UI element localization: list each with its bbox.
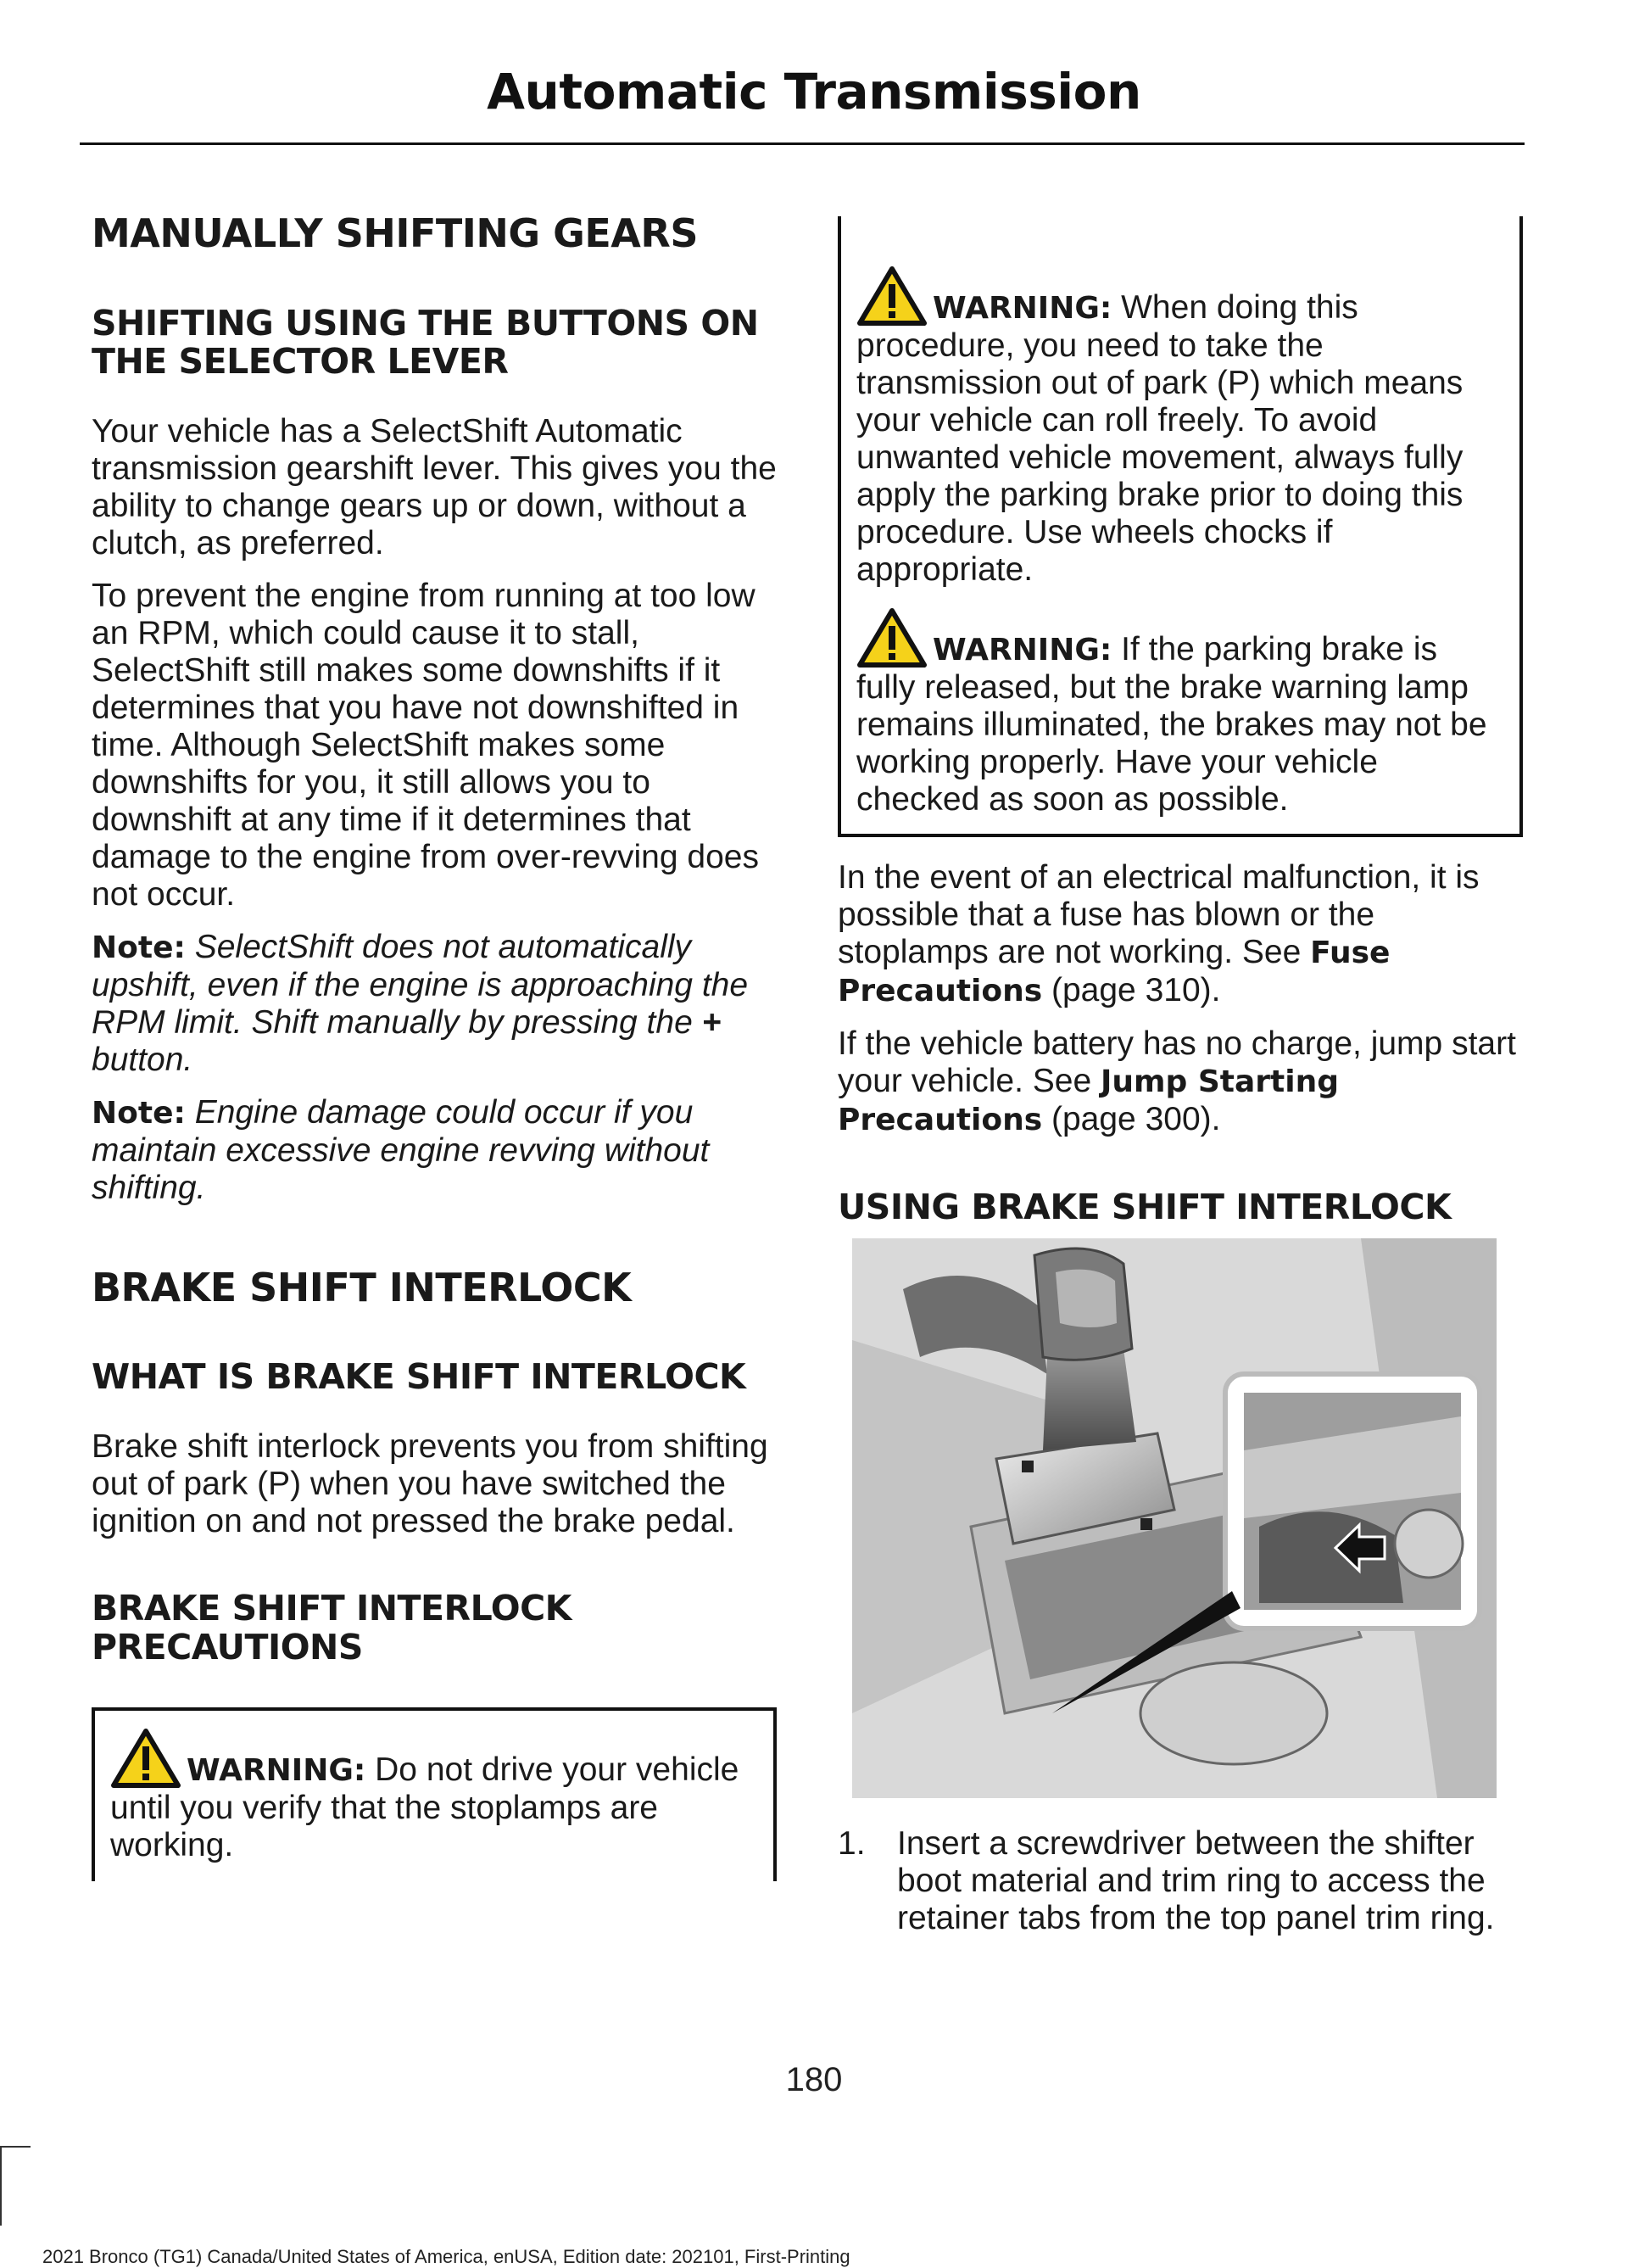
right-column	[838, 212, 1523, 1226]
edition-footer: 2021 Bronco (TG1) Canada/United States of America, enUSA, Edition date: 202101, First-Printing	[42, 2246, 850, 2267]
page-title: Automatic Transmission	[487, 63, 1141, 120]
warning-label: WARNING:	[187, 1752, 366, 1788]
title-divider	[80, 142, 1525, 145]
note-no-auto-upshift	[92, 929, 777, 1079]
page-number: 180	[785, 2061, 843, 2098]
shifter-drawing	[852, 1238, 1497, 1798]
warning-triangle-icon	[110, 1728, 181, 1789]
heading-shifting-buttons: SHIFTING USING THE BUTTONS ON THE SELECTOR LEVER	[92, 302, 759, 382]
plus-symbol: +	[701, 1003, 722, 1041]
step-number: 1.	[838, 1825, 866, 1862]
warning-label: WARNING:	[933, 633, 1112, 668]
link-jump-starting-precautions[interactable]: Jump Starting Precautions	[838, 1064, 1339, 1137]
heading-brake-shift-interlock: BRAKE SHIFT INTERLOCK	[92, 1264, 632, 1310]
heading-using-bsi: USING BRAKE SHIFT INTERLOCK	[838, 1187, 1452, 1227]
paragraph-battery-no-charge: If the vehicle battery has no charge, jump start your vehicle. See Jump Starting Precautions (page 300).	[838, 1025, 1516, 1137]
left-column	[92, 212, 777, 1881]
note-text: Engine damage could occur if you maintain excessive engine revving without shifting.	[92, 1093, 710, 1206]
link-fuse-precautions[interactable]: Fuse Precautions	[838, 936, 1391, 1008]
crop-mark	[0, 2146, 31, 2148]
note-text: SelectShift does not automatically upshift, even if the engine is approaching the RPM limit. Shift manually by pressing the + button.	[92, 928, 749, 1078]
note-engine-damage	[92, 1094, 777, 1207]
paragraph-bsi-description: Brake shift interlock prevents you from shifting out of park (P) when you have switched the ignition on and not pressed the brake pedal.	[92, 1428, 768, 1540]
warning-label: WARNING:	[933, 291, 1112, 326]
paragraph-selectshift-intro: Your vehicle has a SelectShift Automatic transmission gearshift lever. This gives you the ability to change gears up or down, without a clutch, as preferred.	[92, 412, 777, 561]
note-label: Note:	[92, 1095, 186, 1131]
warning-triangle-icon	[856, 607, 928, 668]
warning-text: Do not drive your vehicle until you verify that the stoplamps are working.	[110, 1751, 739, 1863]
crop-mark	[0, 2146, 2, 2226]
paragraph-selectshift-downshift: To prevent the engine from running at too low an RPM, which could cause it to stall, SelectShift still makes some downshifts if it determines that you have not downshifted in time. Although SelectShift makes some downshifts for you, it still allows you to downshift at any time if it determines that damage to the engine from over-revving does not occur.	[92, 577, 759, 913]
step-list	[838, 1825, 1523, 1937]
paragraph-electrical-malfunction: In the event of an electrical malfunction, it is possible that a fuse has blown or the stoplamps are not working. See Fuse Precautions (page 310).	[838, 859, 1480, 1008]
warning-text: When doing this procedure, you need to take the transmission out of park (P) which means your vehicle can roll freely. To avoid unwanted vehicle movement, always fully apply the parking brake prior to doing this procedure. Use wheels chocks if appropriate.	[856, 289, 1464, 588]
warning-triangle-icon	[856, 265, 928, 327]
warning-text: If the parking brake is fully released, but the brake warning lamp remains illuminated, the brakes may not be working properly. Have your vehicle checked as soon as possible.	[856, 631, 1487, 818]
note-label: Note:	[92, 930, 186, 965]
shifter-illustration	[852, 1238, 1497, 1798]
step-text: Insert a screwdriver between the shifter boot material and trim ring to access the retainer tabs from the top panel trim ring.	[897, 1825, 1495, 1936]
warning-box-procedure	[838, 216, 1523, 837]
warning-box-stoplamps	[92, 1707, 777, 1881]
heading-manually-shifting: MANUALLY SHIFTING GEARS	[92, 210, 698, 256]
heading-what-is-bsi: WHAT IS BRAKE SHIFT INTERLOCK	[92, 1356, 746, 1398]
heading-bsi-precautions: BRAKE SHIFT INTERLOCK PRECAUTIONS	[92, 1588, 571, 1667]
